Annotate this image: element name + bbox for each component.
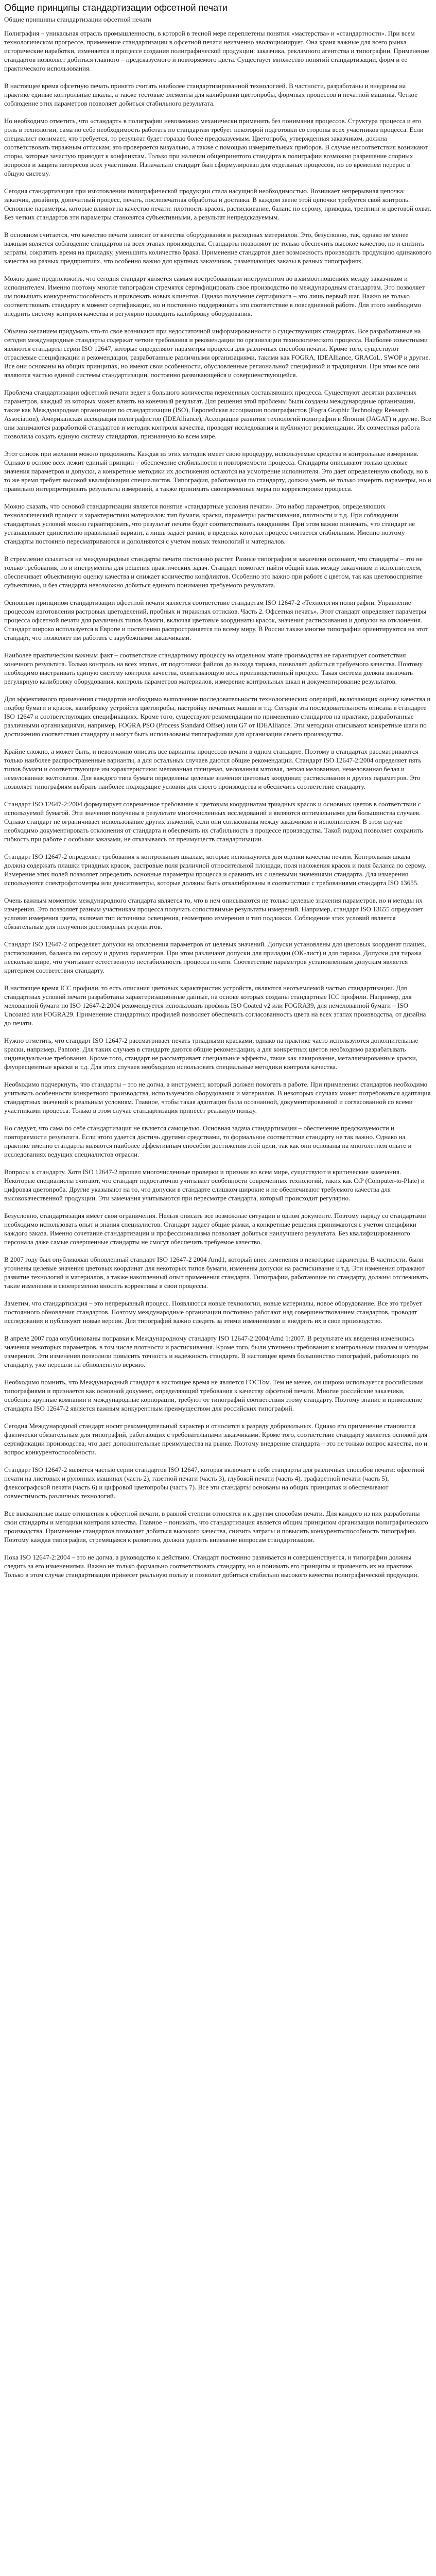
- article-paragraph: Стандарт ISO 12647-2:2004 формулирует современное требование к цветовым координатам триадных красок и основных цветов в соответствии с используемой бумагой. Эти значения получены в результате многочисленных исследований и являются оптимальными для большинства случаев. Однако стандарт не ограничивает использование других значений, если они согласованы между заказчиком и исполнителем. В этом случае необходимо документировать отклонения от стандарта и обеспечить их стабильность в процессе производства. Такой подход позволяет сохранить гибкость при работе с особыми заказами, не отказываясь от преимуществ стандартизации.: [4, 800, 423, 843]
- article-paragraph: Очень важным моментом международного стандарта является то, что в нем описываются не только целевые значения параметров, но и методы их измерения. Это позволяет разным участникам процесса получать сопоставимые результаты измерений. Например, стандарт ISO 13655 определяет условия измерения цвета, включая тип источника освещения, геометрию измерения и тип подложки. Соблюдение этих условий является обязательным для получения достоверных результатов.: [4, 896, 423, 930]
- article-paragraph: В настоящее время офсетную печать принято считать наиболее стандартизированной технологией. В частности, разработаны и внедрены на практике единые контрольные шкалы, а также тестовые элементы для калибровки цветопробы, формных процессов и печатной машины. Четкое соблюдение этих параметров позволяет добиться стабильного результата.: [4, 82, 417, 107]
- article-paragraph: Безусловно, стандартизация имеет свои ограничения. Нельзя описать все возможные ситуации в одном документе. Поэтому наряду со стандартами необходимо использовать опыт и знания специалистов. Стандарт задает общие рамки, а конкретные решения принимаются с учетом специфики каждого заказа. Именно сочетание стандартизации и профессионализма позволяет добиться наилучшего результата. Без квалифицированного персонала даже самые совершенные стандарты не смогут обеспечить требуемое качество.: [4, 1212, 426, 1246]
- article-paragraph: Обычно желанием придумать что-то свое возникают при недостаточной информированности о существующих стандартах. Все разработанные на сегодня международные стандарты содержат четкие требования и рекомендации по организации технологического процесса. Наиболее известными являются стандарты серии ISO 12647, которые определяют параметры процесса для различных способов печати. Кроме того, существуют отраслевые спецификации и рекомендации, разработанные различными организациями, такими как FOGRA, IDEAlliance, GRACoL, SWOP и другие. Все они основаны на общих принципах, но имеют свои особенности, обусловленные региональной спецификой и традициями. При этом все они являются частью единой системы стандартизации, постоянно развивающейся и совершенствующейся.: [4, 327, 430, 379]
- article-paragraph: Необходимо подчеркнуть, что стандарты – это не догма, а инструмент, который должен помогать в работе. При применении стандартов необходимо учитывать особенности конкретного производства, используемого оборудования и материалов. В некоторых случаях может потребоваться адаптация стандартных значений к реальным условиям. Главное, чтобы такая адаптация была осознанной, документированной и согласованной со всеми участниками процесса. Только в этом случае стандартизация принесет реальную пользу.: [4, 1080, 431, 1114]
- article-paragraph: Вопросы к стандарту. Хотя ISO 12647-2 прошел многочисленные проверки и признан во всем мире, существуют и критические замечания. Некоторые специалисты считают, что стандарт недостаточно учитывает особенности современных технологий, таких как CtP (Computer-to-Plate) и цифровая цветопроба. Другие указывают на то, что допуски в стандарте слишком широкие и не обеспечивают требуемого качества для высококачественной продукции. Эти замечания учитываются при пересмотре стандарта, который происходит регулярно.: [4, 1168, 425, 1202]
- article-paragraph: Проблема стандартизации офсетной печати ведет к большого количества переменных составляющих процесса. Существуют десятки различных параметров, каждый из которых может влиять на конечный результат. Для решения этой проблемы были созданы международные организации, такие как Международная организация по стандартизации (ISO), Европейская ассоциация полиграфистов (Fogra Graphic Technology Research Association), Американская ассоциация полиграфистов (IDEAlliance), Ассоциация развития технологий полиграфии в Японии (JAGAT) и другие. Все они занимаются разработкой стандартов и методик контроля качества, проводят исследования и публикуют рекомендации. Их совместная работа позволила создать единую систему стандартов, признанную во всем мире.: [4, 388, 431, 440]
- article-paragraph: В стремление ссылаться на международные стандарты печати постоянно растет. Разные типографии и заказчики осознают, что стандарты – это не только требования, но и инструменты для решения практических задач. Стандарт помогает найти общий язык между заказчиком и исполнителем, обеспечивает объективную оценку качества и снижает количество конфликтов. Особенно это важно при работе с цветом, так как цветовосприятие субъективно, и без стандарта невозможно добиться единого понимания требуемого результата.: [4, 555, 423, 589]
- article-paragraph: Наиболее практическим важным факт – соответствие стандартному процессу на отдельном этапе производства не гарантирует соответствия конечного результата. Только контроль на всех этапах, от подготовки файлов до выхода тиража, позволяет добиться требуемого качества. Поэтому необходимо выстраивать единую систему контроля качества, охватывающую весь производственный процесс. Такая система должна включать регулярную калибровку оборудования, контроль параметров материалов, измерение контрольных шкал и документирование результатов.: [4, 651, 423, 685]
- article-paragraph: Этот список при желании можно продолжить. Каждая из этих методик имеет свою процедуру, используемые средства и контрольные измерения. Однако в основе всех лежит единый принцип – обеспечение стабильности и повторяемости процесса. Стандарты описывают только целевые значения параметров и допуски, а конкретные методики их достижения остаются на усмотрение исполнителя. Это дает определенную свободу, но в то же время требует высокой квалификации специалистов. Типография, работающая по стандарту, должна уметь не только измерять параметры, но и правильно интерпретировать результаты измерений, а также принимать своевременные меры по корректировке процесса.: [4, 450, 431, 493]
- article-paragraph: Все высказанные выше отношения к офсетной печати, в равной степени относятся и к другим способам печати. Для каждого из них разработаны свои стандарты и методики контроля качества. Главное – понимать, что стандартизация является общим принципом организации полиграфического производства. Применение стандартов позволяет добиться высокого качества, снизить затраты и повысить конкурентоспособность типографии. Поэтому каждая типография, стремящаяся к развитию, должна уделять внимание вопросам стандартизации.: [4, 1510, 428, 1544]
- article-paragraph: Можно даже предположить, что сегодня стандарт является самым востребованным инструментом во взаимоотношениях между заказчиком и исполнителем. Именно поэтому многие типографии стремятся сертифицировать свое производство по международным стандартам. Это позволяет им повышать конкурентоспособность и привлекать новых клиентов. Однако получение сертификата – это лишь первый шаг. Важно не только соответствовать стандарту в момент сертификации, но и постоянно поддерживать это соответствие в повседневной работе. Для этого необходимо внедрить систему контроля качества и регулярно проводить калибровку оборудования.: [4, 275, 425, 317]
- article-paragraph: Необходимо помнить, что Международный стандарт в настоящее время не является ГОСТом. Тем не менее, он широко используется российскими типографиями и признается как основной документ, определяющий требования к качеству офсетной печати. Многие российские заказчики, особенно крупные компании и международные корпорации, требуют от типографий соответствия этому стандарту. Поэтому знание и применение стандарта ISO 12647-2 является важным конкурентным преимуществом для российских типографий.: [4, 1378, 423, 1412]
- article-paragraph: Стандарт ISO 12647-2 является частью серии стандартов ISO 12647, которая включает в себя стандарты для различных способов печати: офсетной печати на листовых и рулонных машинах (часть 2), газетной печати (часть 3), глубокой печати (часть 4), трафаретной печати (часть 5), флексографской печати (часть 6) и цифровой цветопробы (часть 7). Все эти стандарты основаны на общих принципах и обеспечивают совместимость различных технологий.: [4, 1466, 425, 1500]
- article-paragraph: Нужно отметить, что стандарт ISO 12647-2 рассматривает печать триадными красками, однако на практике часто используются дополнительные краски, например, Pantone. Для таких случаев в стандарте даются общие рекомендации, а для конкретных цветов необходимо разрабатывать индивидуальные требования. Кроме того, стандарт не рассматривает специальные эффекты, такие как лакирование, металлизированные краски, флуоресцентные краски и т.д. Для этих случаев необходимо использовать специальные методики контроля качества.: [4, 1037, 418, 1071]
- article-paragraph: Заметим, что стандартизация – это непрерывный процесс. Появляются новые технологии, новые материалы, новое оборудование. Все это требует постоянного обновления стандартов. Поэтому международные организации постоянно работают над совершенствованием стандартов, проводят исследования и публикуют новые версии. Для типографий важно следить за этими изменениями и внедрять их в свое производство.: [4, 1299, 422, 1325]
- article-paragraph: Основным принципом стандартизации офсетной печати является соответствие стандартам ISO 12647-2 «Технология полиграфии. Управление процессом изготовления растровых цветоделений, пробных и тиражных оттисков. Часть 2. Офсетная печать». Этот стандарт определяет параметры процесса офсетной печати для различных типов бумаги, включая цветовые координаты красок, значения растискивания и допуски на отклонения. Стандарт широко используется в Европе и постепенно распространяется по всему миру. В России также многие типографии ориентируются на этот стандарт, что позволяет им работать с зарубежными заказчиками.: [4, 599, 428, 641]
- article-paragraph: Крайне сложно, а может быть, и невозможно описать все варианты процессов печати в одном стандарте. Поэтому в стандартах рассматриваются только наиболее распространенные варианты, а для остальных случаев даются общие рекомендации. Стандарт ISO 12647-2:2004 определяет пять типов бумаги и соответствующие им характеристики: мелованная глянцевая, мелованная матовая, легкая мелованная, немелованная белая и немелованная желтоватая. Для каждого типа бумаги определены целевые значения цветовых координат, растискивания и других параметров. Это позволяет типографиям выбрать наиболее подходящие условия для своего производства и обеспечить соответствие стандарту.: [4, 748, 422, 790]
- article-paragraph: Сегодня стандартизация при изготовлении полиграфической продукции стала насущной необходимостью. Возникает непрерывная цепочка: заказчик, дизайнер, допечатный процесс, печать, послепечатная обработка и доставка. В каждом звене этой цепочки требуется свой контроль. Основные параметры, которые влияют на качество печати: плотность красок, растискивание, баланс по серому, приводка, треппинг и цветовой охват. Без четких стандартов эти параметры становятся субъективными, а результат непредсказуемым.: [4, 187, 432, 221]
- article-paragraph: Стандарт ISO 12647-2 определяет допуски на отклонения параметров от целевых значений. Допуски установлены для цветовых координат плашек, растискивания, баланса по серому и других параметров. При этом различают допуски для приладки (OK-лист) и для тиража. Допуски для тиража несколько шире, что учитывает естественную нестабильность процесса печати. Соответствие параметров установленным допускам является критерием соответствия стандарту.: [4, 940, 426, 974]
- article-paragraph: Сегодня Международный стандарт носит рекомендательный характер и относится к разряду добровольных. Однако его применение становится фактически обязательным для типографий, работающих с требовательными заказчиками. Кроме того, соответствие стандарту является основой для сертификации производства, что дает дополнительные преимущества на рынке. Поэтому внедрение стандарта – это не только вопрос качества, но и вопрос конкурентоспособности.: [4, 1422, 428, 1456]
- article-paragraph: В апреле 2007 года опубликованы поправки к Международному стандарту ISO 12647-2:2004/Amd 1:2007. В результате их введения изменились значения некоторых параметров, в том числе плотности и растискивания. Кроме того, были уточнены требования к контрольным шкалам и методам измерения. Эти изменения позволили повысить точность и надежность стандарта. В настоящее время большинство типографий, работающих по стандарту, уже перешли на обновленную версию.: [4, 1334, 428, 1368]
- article-body: [4, 29, 432, 1579]
- article-paragraph: Стандарт ISO 12647-2 определяет требования к контрольным шкалам, которые используются для оценки качества печати. Контрольная шкала должна содержать плашки триадных красок, растровые поля различной относительной площади, поля наложения красок и поля баланса по серому. Измерение этих полей позволяет определить основные параметры процесса и сравнить их с целевыми значениями стандарта. Для измерения используются спектрофотометры или денситометры, которые должны быть откалиброваны в соответствии с требованиями стандарта ISO 13655.: [4, 853, 427, 887]
- article-paragraph: В 2007 году был опубликован обновленный стандарт ISO 12647-2 2004 Amd1, который внес изменения в некоторые параметры. В частности, были уточнены целевые значения цветовых координат для некоторых типов бумаги, изменены допуски на растискивание и т.д. Эти изменения отражают развитие технологий и материалов, а также накопленный опыт применения стандарта. Типографии, работающие по стандарту, должны отслеживать такие изменения и своевременно вносить коррективы в свои процессы.: [4, 1256, 428, 1290]
- article-paragraph: Полиграфия – уникальная отрасль промышленности, в которой в тесной мере переплетены понятия «мастерства» и «стандартности». При всем технологическом прогрессе, применение стандартизации в офсетной печати неизменно эволюционирует. Она храня важные для всего рынка исторические наработки, изменяется в процессе создания полиграфической продукции: заказчика, рекламного агентства и типографии. Применение стандартов позволяет добиться главного – предсказуемого и повторяемого цвета. Существует множество понятий стандартизации, форм и ее практического использования.: [4, 29, 429, 72]
- article-paragraph: В основном считается, что качество печати зависит от качества оборудования и расходных материалов. Это, безусловно, так, однако не менее важным является соблюдение стандартов на всех этапах производства. Стандарты позволяют не только обеспечить высокое качество, но и снизить затраты, сократить время на приладку, уменьшить количество брака. Применение стандартов дает возможность производить продукцию одинакового качества на разных предприятиях, что особенно важно для крупных заказчиков, размещающих заказы в разных типографиях.: [4, 231, 432, 265]
- article-paragraph: Можно сказать, что основой стандартизации является понятие «стандартные условия печати». Это набор параметров, определяющих технологический процесс и характеристики материалов: тип бумаги, краски, параметры растискивания, плотности и т.д. При соблюдении стандартных условий можно гарантировать, что результат печати будет соответствовать ожиданиям. При этом важно понимать, что стандарт не устанавливает единственно правильный вариант, а лишь задает рамки, в пределах которых процесс считается стабильным. Именно поэтому стандарты постоянно пересматриваются и дополняются с учетом новых технологий и материалов.: [4, 502, 415, 545]
- article-paragraph: Для эффективного применения стандартов необходимо выполнение последовательности технологических операций, включающих оценку качества и подбор бумаги и красок, калибровку устройств цветопробы, настройку печатных машин и т.д. Сегодня эта последовательность описана в стандарте ISO 12647 и соответствующих спецификациях. Кроме того, существуют рекомендации по применению стандартов на практике, разработанные различными организациями, например, FOGRA PSO (Process Standard Offset) или G7 от IDEAlliance. Эти методики описывают конкретные шаги по достижению соответствия стандарту и могут быть использованы типографиями для организации своего производства.: [4, 695, 431, 738]
- article-paragraph: Но следует, что сама по себе стандартизация не является самоцелью. Основная задача стандартизации – обеспечение предсказуемости и повторяемости результата. Если этого удается достичь другими средствами, то формальное соответствие стандарту не так важно. Однако на практике именно стандарты являются наиболее эффективным способом достижения этой цели, так как они основаны на многолетнем опыте и исследованиях ведущих специалистов отрасли.: [4, 1124, 412, 1158]
- article-paragraph: Пока ISO 12647-2:2004 – это не догма, а руководство к действию. Стандарт постоянно развивается и совершенствуется, и типографии должны следить за его изменениями. Важно не только формально соответствовать стандарту, но и понимать его принципы и применять их на практике. Только в этом случае стандартизация принесет реальную пользу и позволит добиться стабильно высокого качества полиграфической продукции.: [4, 1553, 419, 1579]
- page-title: Общие принципы стандартизации офсетной печати: [4, 3, 228, 13]
- page-subtitle: Общие принципы стандартизации офсетной печати: [4, 15, 151, 23]
- article-paragraph: В настоящее время ICC профили, то есть описания цветовых характеристик устройств, являются неотъемлемой частью стандартизации. Для стандартных условий печати разработаны характеризационные данные, на основе которых созданы стандартные ICC профили. Например, для мелованной бумаги по ISO 12647-2:2004 рекомендуется использовать профиль ISO Coated v2 или FOGRA39, для немелованной бумаги – ISO Uncoated или FOGRA29. Применение стандартных профилей позволяет обеспечить согласованность цвета на всех этапах производства, от дизайна до печати.: [4, 984, 426, 1027]
- article-paragraph: Но необходимо отметить, что «стандарт» в полиграфии невозможно механически применить без понимания процессов. Структура процесса и его роль в технологии, сама по себе необходимость работать по стандартам требует некоторой подготовки со стороны всех участников процесса. Если специалист понимает, что требуется, то результат будет гораздо более предсказуемым. Цветопроба, утвержденная заказчиком, должна соответствовать тиражным оттискам; это проверяется визуально, а также с помощью измерительных приборов. В случае несоответствия возникают споры, которые зачастую приводят к конфликтам. Только при наличии общепринятого стандарта в полиграфии возможно разрешение спорных вопросов и защита интересов всех участников. Изначально стандарт был сформулирован для отдельных процессов, но со временем перерос в общую систему.: [4, 117, 428, 177]
